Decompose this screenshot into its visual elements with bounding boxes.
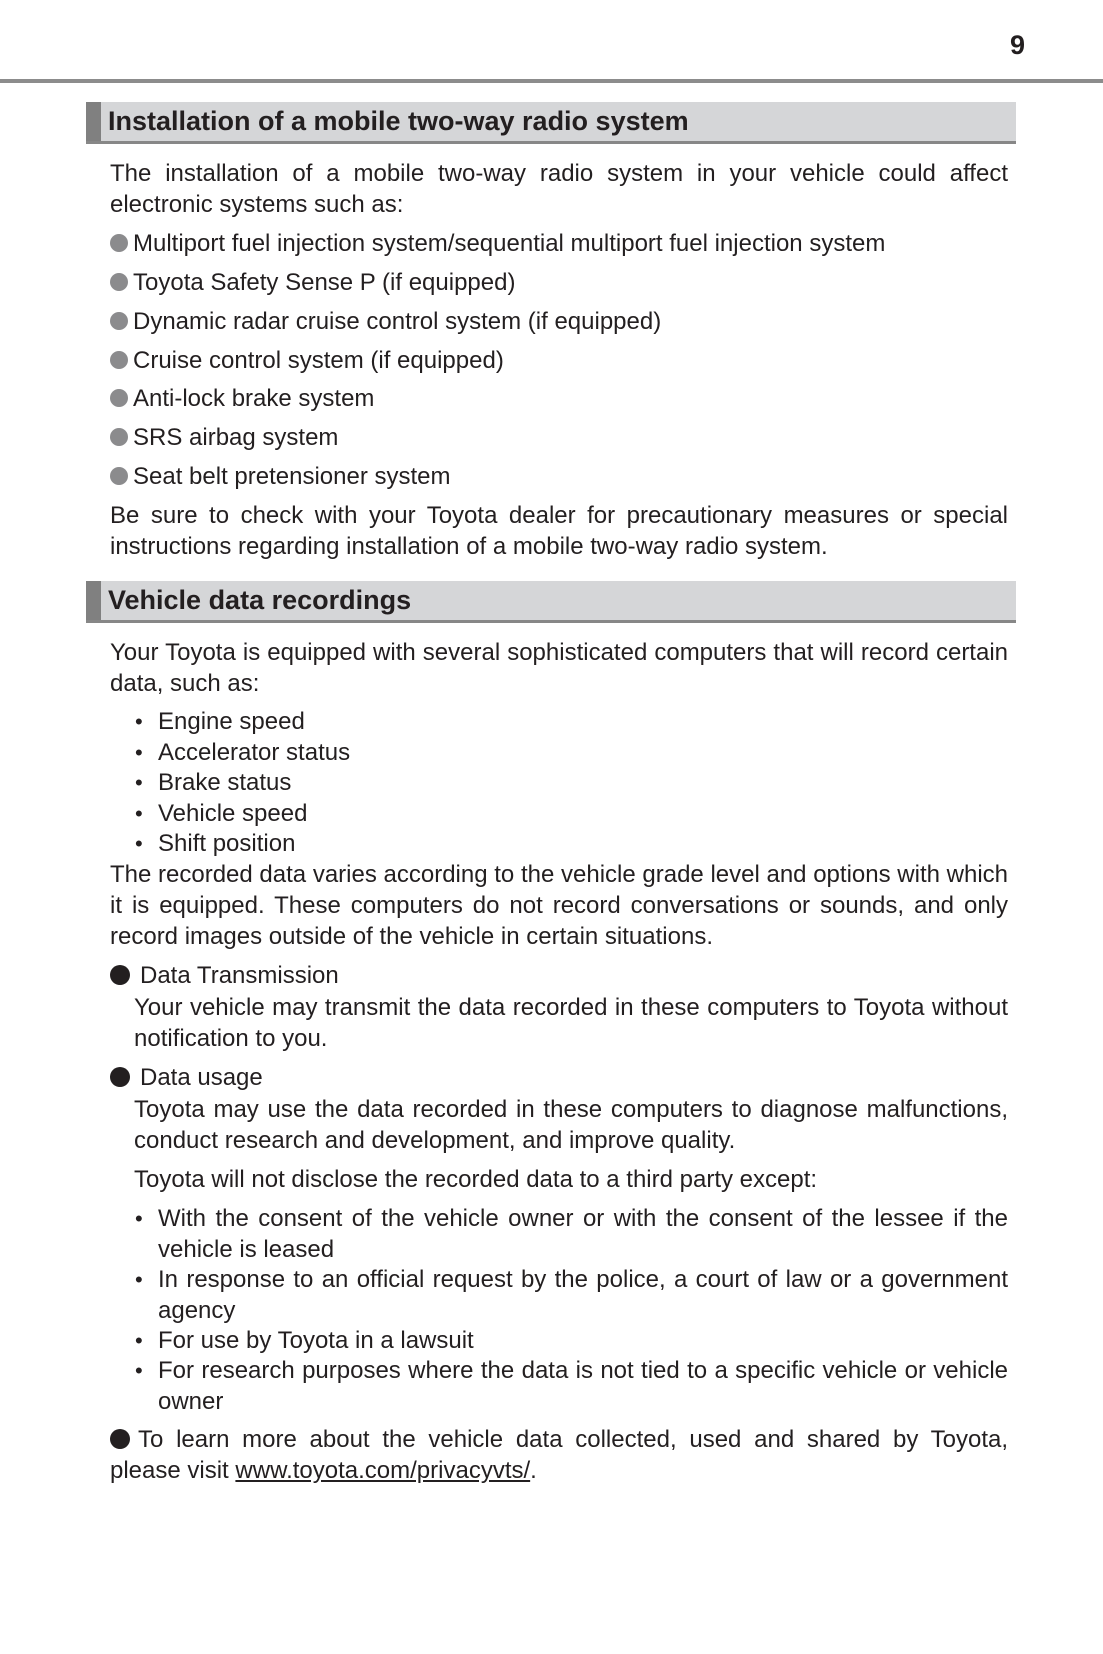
list-item-text: Engine speed	[158, 708, 305, 735]
learn-more-suffix: .	[530, 1457, 537, 1484]
list-item	[0, 1264, 1008, 1326]
section-header-data	[86, 581, 1016, 623]
list-item-text: Dynamic radar cruise control system (if equipped)	[133, 308, 662, 335]
learn-more	[110, 1424, 1008, 1486]
gray-bullet-icon	[110, 428, 128, 446]
usage-body: Toyota may use the data recorded in these computers to diagnose malfunctions, conduct research and development, and improve quality.	[134, 1096, 1008, 1154]
black-bullet-icon	[110, 1429, 130, 1449]
gray-bullet-icon	[110, 351, 128, 369]
usage-heading	[110, 1062, 263, 1093]
list-item-text: Vehicle speed	[158, 800, 308, 827]
list-item-text: Accelerator status	[158, 739, 351, 766]
list-item-text: Anti-lock brake system	[133, 385, 375, 412]
list-item-text: SRS airbag system	[133, 424, 339, 451]
transmission-body: Your vehicle may transmit the data recorded in these computers to Toyota without notification to you.	[134, 994, 1008, 1052]
list-item	[0, 1203, 1008, 1265]
black-bullet-icon	[110, 965, 130, 985]
recorded-data-paragraph: The recorded data varies according to the vehicle grade level and options with which it is equipped. These computers do not record conversations or sounds, and only record images outside of the vehicle in certain situations.	[110, 861, 1008, 950]
list-item-text: Seat belt pretensioner system	[133, 463, 451, 490]
list-item	[110, 345, 504, 376]
list-item	[110, 228, 885, 259]
data-intro: Your Toyota is equipped with several sophisticated computers that will record certain data, such as:	[110, 639, 1008, 697]
privacy-link[interactable]: www.toyota.com/privacyvts/	[235, 1457, 531, 1484]
list-item	[110, 461, 451, 492]
gray-bullet-icon	[110, 389, 128, 407]
list-item-text: In response to an official request by the police, a court of law or a government agency	[158, 1266, 1008, 1324]
list-item-text: For use by Toyota in a lawsuit	[158, 1327, 474, 1354]
page-number: 9	[1010, 30, 1026, 60]
bullet-icon: •	[135, 770, 143, 795]
black-bullet-icon	[110, 1067, 130, 1087]
bullet-icon: •	[135, 709, 143, 734]
radio-closing: Be sure to check with your Toyota dealer for precautionary measures or special instructions regarding installation of a mobile two-way radio system.	[110, 502, 1008, 560]
learn-more-text: To learn more about the vehicle data collected, used and shared by Toyota, please visit	[110, 1426, 1008, 1484]
list-item	[110, 267, 515, 298]
list-item-text: Shift position	[158, 830, 296, 857]
bullet-icon: •	[135, 1358, 143, 1383]
header-rule	[0, 79, 1103, 83]
gray-bullet-icon	[110, 467, 128, 485]
disclosure-intro: Toyota will not disclose the recorded data to a third party except:	[134, 1166, 818, 1193]
bullet-icon: •	[135, 801, 143, 826]
gray-bullet-icon	[110, 312, 128, 330]
gray-bullet-icon	[110, 273, 128, 291]
section-header-radio	[86, 102, 1016, 144]
heading-text: Data Transmission	[140, 962, 339, 989]
bullet-icon: •	[135, 1206, 143, 1231]
bullet-icon: •	[135, 831, 143, 856]
list-item	[110, 306, 661, 337]
bullet-icon: •	[135, 1328, 143, 1353]
bullet-icon: •	[135, 1267, 143, 1292]
section-accent-bar	[86, 581, 101, 620]
list-item-text: Toyota Safety Sense P (if equipped)	[133, 269, 516, 296]
section-title: Installation of a mobile two-way radio system	[108, 106, 689, 136]
list-item	[0, 1355, 1008, 1417]
gray-bullet-icon	[110, 234, 128, 252]
heading-text: Data usage	[140, 1064, 263, 1091]
list-item	[110, 422, 338, 453]
section-title: Vehicle data recordings	[108, 585, 412, 615]
radio-intro: The installation of a mobile two-way radio system in your vehicle could affect electronic systems such as:	[110, 160, 1008, 218]
transmission-heading	[110, 960, 339, 991]
list-item-text: Cruise control system (if equipped)	[133, 347, 504, 374]
list-item	[0, 1325, 1008, 1356]
list-item	[110, 383, 374, 414]
list-item-text: Multiport fuel injection system/sequential multiport fuel injection system	[133, 230, 886, 257]
list-item-text: With the consent of the vehicle owner or with the consent of the lessee if the vehicle is leased	[158, 1205, 1008, 1263]
bullet-icon: •	[135, 740, 143, 765]
section-accent-bar	[86, 102, 101, 141]
list-item-text: For research purposes where the data is not tied to a specific vehicle or vehicle owner	[158, 1357, 1008, 1415]
list-item-text: Brake status	[158, 769, 292, 796]
